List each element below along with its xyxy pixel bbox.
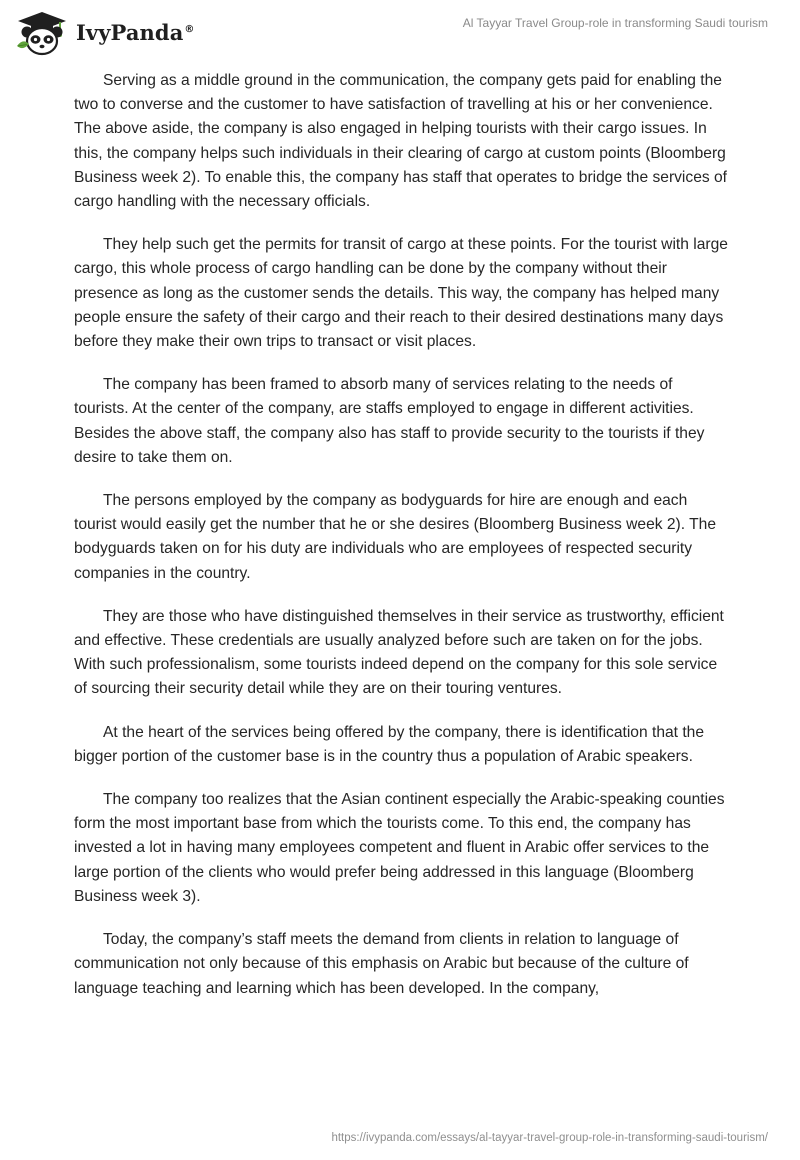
source-url[interactable]: https://ivypanda.com/essays/al-tayyar-travel-group-role-in-transforming-saudi-tourism/ — [331, 1132, 768, 1144]
paragraph-2: They help such get the permits for transit of cargo at these points. For the tourist with large cargo, this whole process of cargo handling can be done by the company without their presence as long as the customer sends the details. This way, the company has helped many people ensure the safety of their cargo and their reach to their desired destinations many days before they make their own trips to transact or visit places. — [74, 236, 728, 351]
running-title: Al Tayyar Travel Group-role in transforming Saudi tourism — [462, 16, 768, 30]
paragraph-5: They are those who have distinguished themselves in their service as trustworthy, efficient and effective. These credentials are usually analyzed before such are taken on for the jobs. With such professionalism, some tourists indeed depend on the company for this sole service of sourcing their security detail while they are on their touring ventures. — [74, 607, 724, 698]
paragraph-7: The company too realizes that the Asian continent especially the Arabic-speaking counties form the most important base from which the tourists come. To this end, the company has invested a lot in having many employees competent and fluent in Arabic offer services to the large portion of the clients who would prefer being addressed in this language (Bloomberg Business week 3). — [74, 791, 725, 905]
paragraph-3: The company has been framed to absorb many of services relating to the needs of tourists. At the center of the company, are staffs employed to engage in different activities. Besides the above staff, the company also has staff to provide security to the tourists if they desire to take them on. — [74, 376, 705, 466]
panda-graduate-icon — [14, 10, 70, 56]
ivypanda-logo[interactable] — [14, 10, 195, 56]
paragraph-1: Serving as a middle ground in the communication, the company gets paid for enabling the two to converse and the customer to have satisfaction of travelling at his or her convenience. The above aside, the company is also engaged in helping tourists with their cargo issues. In this, the company helps such individuals in their clearing of cargo at custom points (Bloomberg Business week 2). To enable this, the company has staff that operates to bridge the services of cargo handling with the necessary officials. — [74, 72, 728, 211]
paragraph-4: The persons employed by the company as bodyguards for hire are enough and each tourist would easily get the number that he or she desires (Bloomberg Business week 2). The bodyguards taken on for his duty are individuals who are employees of respected security companies in the country. — [74, 492, 716, 582]
paragraph-6: At the heart of the services being offered by the company, there is identification that the bigger portion of the customer base is in the country thus a population of Arabic speakers. — [74, 723, 705, 765]
logo-wordmark: IvyPanda® — [76, 19, 195, 45]
registered-mark: ® — [184, 23, 195, 35]
paragraph-8: Today, the company’s staff meets the demand from clients in relation to language of communication not only because of this emphasis on Arabic but because of the culture of language teaching and learning which has been developed. In the company, — [74, 931, 689, 997]
essay-body — [74, 69, 730, 1020]
